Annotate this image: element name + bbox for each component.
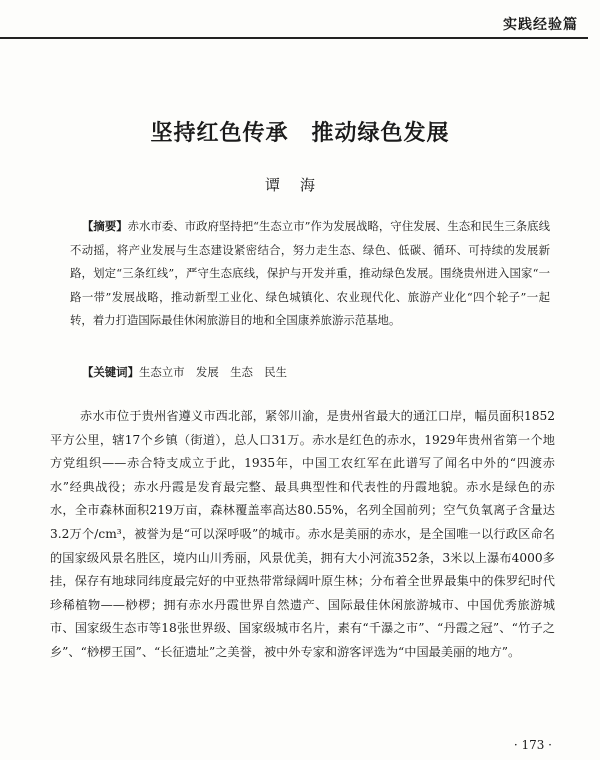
body-paragraph: 赤水市位于贵州省遵义市西北部，紧邻川渝，是贵州省最大的通江口岸，幅员面积1852平方公里，辖17个乡镇（街道），总人口31万。赤水是红色的赤水，1929年贵州省第一个地方党组织——赤合特支成立于此，1935年，中国工农红军在此谱写了闻名中外的“四渡赤水”经典战役；赤水丹霞是发育最完整、最具典型性和代表性的丹霞地貌。赤水是绿色的赤水，全市森林面积219万亩，森林覆盖率高达80.55%，名列全国前列；空气负氧离子含量达3.2万个/cm³，被誉为是“可以深呼吸”的城市。赤水是美丽的赤水，是全国唯一以行政区命名的国家级风景名胜区，境内山川秀丽，风景优美，拥有大小河流352条，3米以上瀑布4000多挂，保存有地球同纬度最完好的中亚热带常绿阔叶原生林；分布着全世界最集中的侏罗纪时代珍稀植物——桫椤；拥有赤水丹霞世界自然遗产、国际最佳休闲旅游城市、中国优秀旅游城市、国家级生态市等18张世界级、国家级城市名片，素有“千瀑之市”、“丹霞之冠”、“竹子之乡”、“桫椤王国”、“长征遗址”之美誉，被中外专家和游客评选为“中国最美丽的地方”。 xyxy=(50,409,555,659)
abstract-block xyxy=(70,215,550,333)
article-title: 坚持红色传承 推动绿色发展 xyxy=(150,120,450,146)
abstract-label: 【摘要】 xyxy=(82,219,128,233)
keywords-label: 【关键词】 xyxy=(82,365,139,379)
page-number: · 173 · xyxy=(513,738,552,752)
abstract-text: 赤水市委、市政府坚持把“生态立市”作为发展战略，守住发展、生态和民生三条底线不动摇，将产业发展与生态建设紧密结合，努力走生态、绿色、低碳、循环、可持续的发展新路，划定“三条红线”，严守生态底线，保护与开发并重，推动绿色发展。围绕贵州进入国家“一路一带”发展战略，推动新型工业化、绿色城镇化、农业现代化、旅游产业化“四个轮子”一起转，着力打造国际最佳休闲旅游目的地和全国康养旅游示范基地。 xyxy=(70,219,550,327)
keywords-block xyxy=(82,362,552,382)
article-author: 谭海 xyxy=(264,176,335,194)
keywords-text: 生态立市 发展 生态 民生 xyxy=(138,365,288,379)
section-label: 实践经验篇 xyxy=(501,14,580,34)
header-rule xyxy=(0,37,588,39)
running-header xyxy=(0,0,600,44)
